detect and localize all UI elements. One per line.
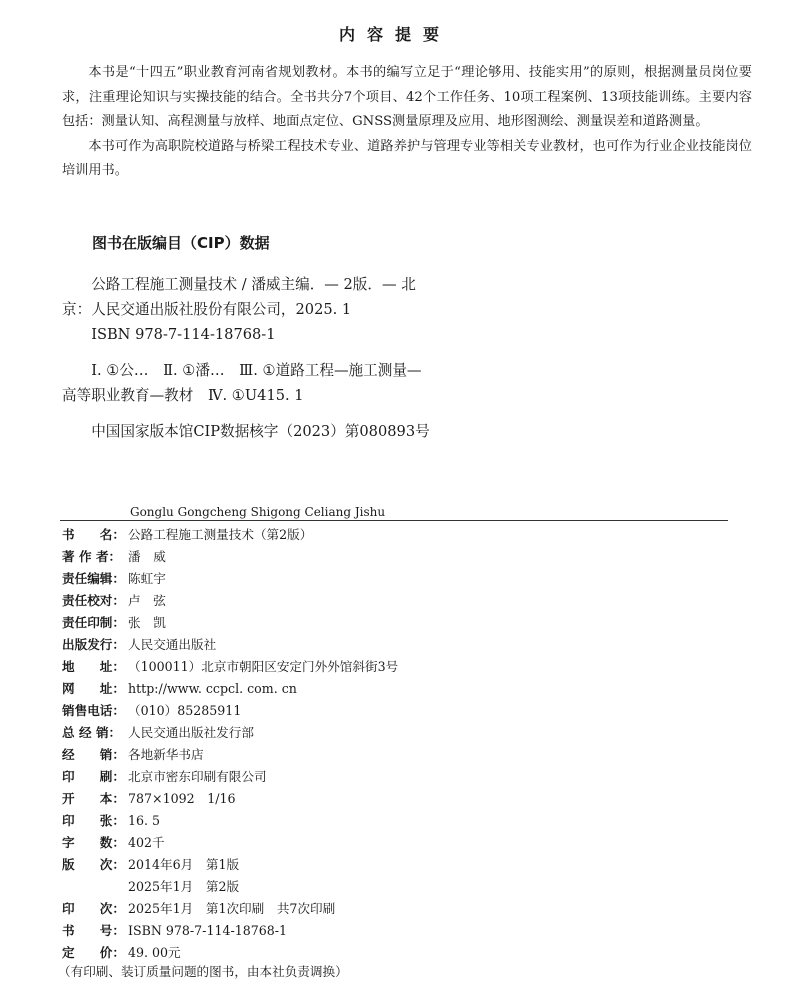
abstract-title: 内容提要 xyxy=(338,25,451,44)
info-value: 人民交通出版社 xyxy=(128,637,217,652)
info-value: 卢 弦 xyxy=(128,593,166,608)
info-row xyxy=(62,700,702,722)
info-value: 2025年1月 第1次印刷 共7次印刷 xyxy=(128,901,336,916)
info-row xyxy=(62,568,702,590)
info-label: 著 作 者： xyxy=(62,549,122,564)
info-row xyxy=(62,744,702,766)
info-value: 人民交通出版社发行部 xyxy=(128,725,254,740)
cip-heading: 图书在版编目（CIP）数据 xyxy=(92,234,270,252)
info-row xyxy=(62,876,702,898)
info-value: 787×1092 1/16 xyxy=(128,791,236,806)
info-label: 总 经 销： xyxy=(62,725,122,740)
info-label: 开 本： xyxy=(62,791,125,806)
cip-spacer xyxy=(62,408,502,419)
info-label: 销售电话： xyxy=(62,703,125,718)
info-row xyxy=(62,634,702,656)
info-value: 16. 5 xyxy=(128,813,161,828)
info-row xyxy=(62,656,702,678)
info-label: 印 张： xyxy=(62,813,125,828)
cip-record xyxy=(62,272,502,444)
info-label: 印 次： xyxy=(62,901,125,916)
info-value: （100011）北京市朝阳区安定门外外馆斜街3号 xyxy=(128,659,399,674)
abstract-paragraph: 本书是“十四五”职业教育河南省规划教材。本书的编写立足于“理论够用、技能实用”的原则，根据测量员岗位要求，注重理论知识与实操技能的结合。全书共分7个项目、42个工作任务、10项工程案例、13项技能训练。主要内容包括：测量认知、高程测量与放样、地面点定位、GNSS测量原理及应用、地形图测绘、测量误差和道路测量。 xyxy=(62,65,752,129)
price-value: 49. 00元 xyxy=(128,945,181,960)
abstract-body xyxy=(62,61,752,184)
info-label: 经 销： xyxy=(62,747,125,762)
info-row xyxy=(62,766,702,788)
info-row xyxy=(62,678,702,700)
info-row xyxy=(62,590,702,612)
cip-spacer xyxy=(62,347,502,358)
info-label: 地 址： xyxy=(62,659,125,674)
divider-rule xyxy=(60,520,728,521)
footnote: （有印刷、装订质量问题的图书，由本社负责调换） xyxy=(58,964,348,979)
info-row xyxy=(62,788,702,810)
info-value: 陈虹宇 xyxy=(128,571,166,586)
info-label: 书 号： xyxy=(62,923,125,938)
info-row xyxy=(62,854,702,876)
abstract-paragraph: 本书可作为高职院校道路与桥梁工程技术专业、道路养护与管理专业等相关专业教材，也可作为行业企业技能岗位培训用书。 xyxy=(62,138,752,178)
cip-classification: 高等职业教育—教材 Ⅳ. ①U415. 1 xyxy=(62,387,304,404)
info-label: 责任校对： xyxy=(62,593,125,608)
info-label: 定 价： xyxy=(62,945,125,960)
info-value: 2014年6月 第1版 xyxy=(128,857,240,872)
pinyin-title: Gonglu Gongcheng Shigong Celiang Jishu xyxy=(130,505,386,519)
info-label: 出版发行： xyxy=(62,637,125,652)
info-value: 402千 xyxy=(128,835,165,850)
info-row xyxy=(62,832,702,854)
publication-info xyxy=(62,524,702,964)
info-label: 版 次： xyxy=(62,857,125,872)
info-label: 字 数： xyxy=(62,835,125,850)
cip-classification: Ⅰ. ①公… Ⅱ. ①潘… Ⅲ. ①道路工程—施工测量— xyxy=(91,362,422,379)
info-label: 书 名： xyxy=(62,527,125,542)
cip-library-record: 中国国家版本馆CIP数据核字（2023）第080893号 xyxy=(91,423,430,440)
cip-record-line: 京：人民交通出版社股份有限公司，2025. 1 xyxy=(62,301,352,318)
info-value: （010）85285911 xyxy=(128,703,242,718)
cip-record-line: 公路工程施工测量技术 / 潘威主编．— 2版．— 北 xyxy=(91,276,416,293)
info-value: ISBN 978-7-114-18768-1 xyxy=(128,923,288,938)
info-value: 张 凯 xyxy=(128,615,166,630)
info-row xyxy=(62,524,702,546)
info-value: 北京市密东印刷有限公司 xyxy=(128,769,267,784)
info-row xyxy=(62,920,702,942)
info-value: 各地新华书店 xyxy=(128,747,204,762)
info-label: 责任编辑： xyxy=(62,571,125,586)
info-row xyxy=(62,546,702,568)
info-label: 印 刷： xyxy=(62,769,125,784)
info-row xyxy=(62,612,702,634)
cip-isbn: ISBN 978-7-114-18768-1 xyxy=(91,326,276,343)
website-url: http://www. ccpcl. com. cn xyxy=(128,681,297,696)
info-row xyxy=(62,722,702,744)
info-value: 潘 威 xyxy=(128,549,166,564)
info-value: 2025年1月 第2版 xyxy=(128,879,240,894)
info-label: 网 址： xyxy=(62,681,125,696)
info-row xyxy=(62,898,702,920)
info-row xyxy=(62,810,702,832)
info-label xyxy=(62,876,128,898)
info-value: 公路工程施工测量技术（第2版） xyxy=(128,527,313,542)
info-label: 责任印制： xyxy=(62,615,125,630)
